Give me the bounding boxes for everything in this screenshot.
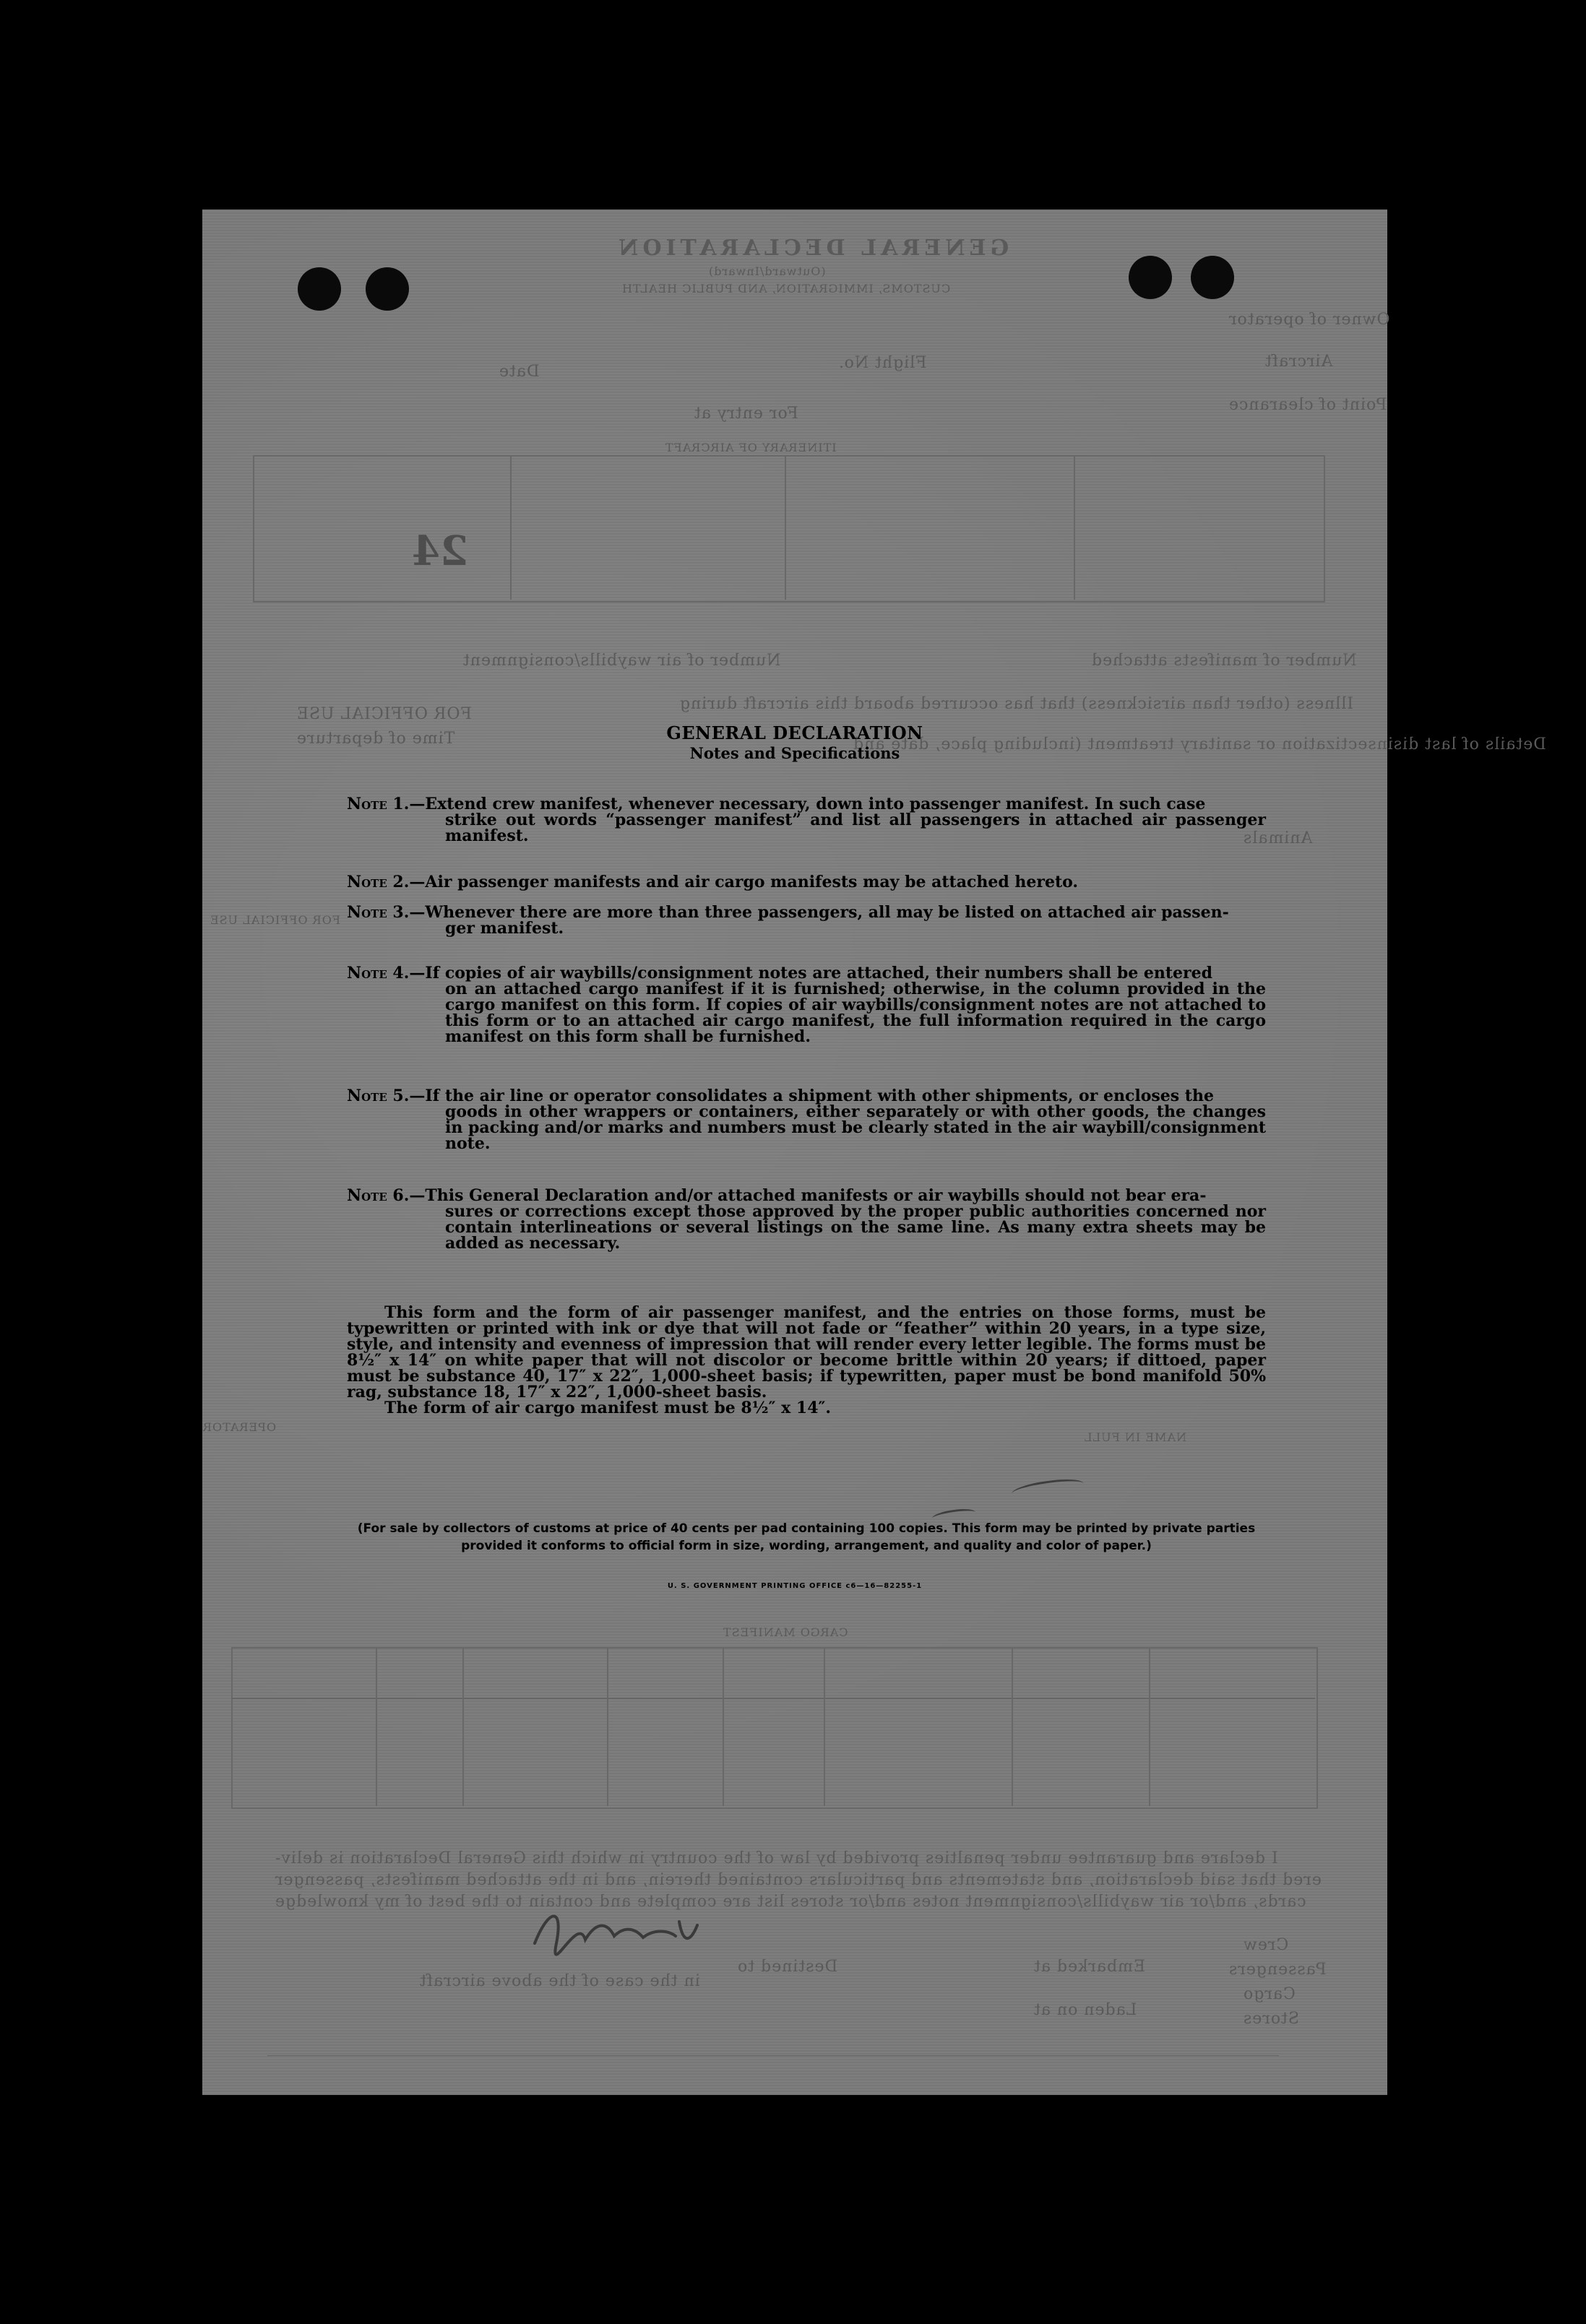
bleed-through-table (231, 1647, 1318, 1809)
note-text: —This General Declaration and/or attached manifests or air waybills should not bear era- (409, 1186, 1207, 1205)
document-subheading: Notes and Specifications (689, 744, 900, 762)
bleed-through-text: Crew (1243, 1936, 1289, 1954)
bleed-through-text: Time of departure (296, 730, 455, 748)
bleed-through-text: (Outward/Inward) (708, 264, 826, 278)
document-heading: GENERAL DECLARATION (666, 722, 923, 743)
bleed-through-rule (267, 2055, 1279, 2056)
handwritten-mark (1011, 1476, 1085, 1501)
bleed-through-text: Destined to (737, 1958, 838, 1976)
document-page (202, 209, 1546, 2095)
form-specification-text: This form and the form of air passenger manifest, and the entries on those forms, must be typewritten or printed with ink or dye that will not fade or “feather” within 20 years, in a type size, style, and intensity and evenness of impression that will render every letter legible. The forms must be 8½″ x 14″ on white paper that will not discolor or become brittle within 20 years; if dittoed, paper must be substance 40, 17″ x 22″, 1,000-sheet basis; if typewritten, paper must be bond manifold 50% rag, substance 18, 17″ x 22″, 1,000-sheet basis. (347, 1303, 1266, 1401)
bleed-through-text: FOR OFFICIAL USE (296, 705, 472, 723)
bleed-through-text: Animals (1243, 829, 1313, 847)
bleed-through-rule (1149, 1647, 1150, 1806)
note-text: —If the air line or operator consolidates a shipment with other shipments, or encloses the (409, 1087, 1214, 1105)
bleed-through-text: Laden on at (1033, 2001, 1137, 2019)
note-1 (347, 796, 1266, 844)
printing-office-line: U. S. GOVERNMENT PRINTING OFFICE c6—16—82255-1 (667, 1582, 923, 1590)
bleed-through-text: CARGO MANIFEST (723, 1625, 848, 1639)
note-text: —If copies of air waybills/consignment notes are attached, their numbers shall be entered (409, 964, 1212, 982)
bleed-through-rule (1074, 455, 1075, 600)
bleed-through-rule (1012, 1647, 1013, 1806)
bleed-through-text: Number of air waybills/consignment (462, 652, 781, 670)
note-text: —Whenever there are more than three passengers, all may be listed on attached air passen- (409, 903, 1229, 922)
bleed-through-text: Point of clearance (1228, 396, 1387, 414)
bleed-through-rule (510, 455, 512, 600)
bleed-through-text: For entry at (694, 405, 798, 423)
bleed-through-text: CUSTOMS, IMMIGRATION, AND PUBLIC HEALTH (621, 282, 951, 295)
note-text: —Extend crew manifest, whenever necessary, down into passenger manifest. In such case (409, 795, 1206, 813)
cargo-manifest-size-text: The form of air cargo manifest must be 8½″ x 14″. (384, 1399, 831, 1417)
punch-hole (1191, 256, 1234, 299)
note-text-continued: sures or corrections except those approved by the proper public authorities concerned nor contain interlineations or several listings on the same line. As many extra sheets may be added as necessary. (445, 1202, 1266, 1253)
punch-hole (1129, 256, 1172, 299)
note-label: Note 2. (347, 873, 410, 891)
note-6 (347, 1188, 1266, 1251)
bleed-through-number: 24 (412, 527, 468, 575)
note-3 (347, 904, 1266, 936)
bleed-through-text: Number of manifests attached (1091, 652, 1357, 670)
bleed-through-text: cards, and/or air waybills/consignment notes and/or stores list are complete and contain to the best of my knowledge (275, 1893, 1306, 1911)
note-text-continued: ger manifest. (445, 919, 564, 938)
note-label: Note 1. (347, 795, 410, 813)
bleed-through-text: OPERATOR (202, 1420, 277, 1434)
bleed-through-text: Passengers (1228, 1961, 1327, 1979)
bleed-through-text: Cargo (1243, 1985, 1296, 2003)
sale-notice: (For sale by collectors of customs at price of 40 cents per pad containing 100 copies. This form may be printed by private parties provided it conforms to official form in size, wording, arrangement, and quality and color of paper.) (357, 1521, 1256, 1553)
punch-hole (298, 267, 341, 311)
bleed-through-text: Illness (other than airsickness) that has occurred aboard this aircraft during (679, 695, 1354, 713)
bleed-through-rule (723, 1647, 724, 1806)
bleed-through-title: GENERAL DECLARATION (614, 236, 1009, 261)
bleed-through-text: Owner of operator (1228, 311, 1390, 329)
bleed-through-text: Stores (1243, 2010, 1299, 2028)
bleed-through-text: FOR OFFICIAL USE (210, 913, 340, 927)
note-label: Note 6. (347, 1186, 410, 1205)
bleed-through-text: Date (499, 363, 540, 381)
bleed-through-text: ered that said declaration, and statements and particulars contained therein, and in the attached manifests, passenger (275, 1871, 1322, 1889)
note-label: Note 4. (347, 964, 410, 982)
form-specification-paragraph (347, 1305, 1266, 1416)
bleed-through-text: NAME IN FULL (1084, 1430, 1186, 1444)
note-text: —Air passenger manifests and air cargo manifests may be attached hereto. (409, 873, 1079, 891)
bleed-through-rule (607, 1647, 608, 1806)
bleed-through-text: in the case of the above aircraft (419, 1972, 700, 1990)
note-2 (347, 874, 1266, 890)
note-label: Note 5. (347, 1087, 410, 1105)
signature-image (527, 1900, 715, 1958)
bleed-through-rule (462, 1647, 464, 1806)
note-text-continued: strike out words “passenger manifest” and list all passengers in attached air passenger manifest. (445, 811, 1266, 845)
bleed-through-rule (824, 1647, 825, 1806)
punch-hole (366, 267, 409, 311)
bleed-through-rule (376, 1647, 377, 1806)
note-5 (347, 1088, 1266, 1152)
bleed-through-text: Flight No. (838, 354, 927, 372)
bleed-through-rule (231, 1698, 1315, 1699)
note-text-continued: goods in other wrappers or containers, either separately or with other goods, the changes in packing and/or marks and numbers must be clearly stated in the air waybill/consignment note. (445, 1102, 1266, 1153)
note-label: Note 3. (347, 903, 410, 922)
bleed-through-text: Aircraft (1264, 353, 1333, 371)
bleed-through-text: I declare and guarantee under penalties provided by law of the country in which this General Declaration is deliv- (275, 1849, 1278, 1867)
note-4 (347, 965, 1266, 1045)
bleed-through-rule (785, 455, 786, 600)
bleed-through-text: ITINERARY OF AIRCRAFT (665, 441, 837, 454)
note-text-continued: on an attached cargo manifest if it is furnished; otherwise, in the column provided in the cargo manifest on this form. If copies of air waybills/consignment notes are not attached to this form or to an attached air cargo manifest, the full information required in the cargo manifest on this form shall be furnished. (445, 980, 1266, 1046)
bleed-through-text: Details of last disinsectization or sanitary treatment (including place, date and (853, 735, 1546, 753)
bleed-through-text: Embarked at (1033, 1958, 1146, 1976)
